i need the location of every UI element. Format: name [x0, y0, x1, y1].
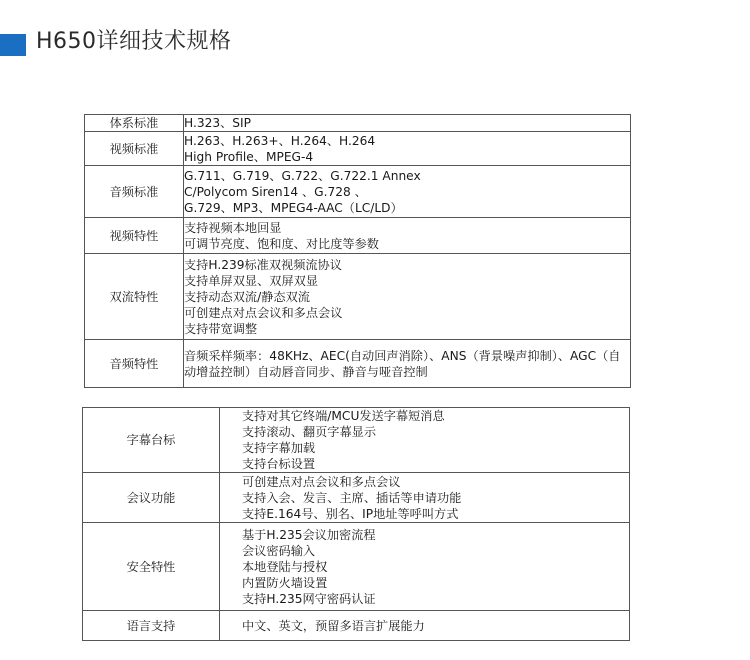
value-line: 本地登陆与授权 [242, 559, 328, 574]
row-value [184, 166, 631, 218]
value-line: High Profile、MPEG-4 [184, 149, 314, 164]
table-row [83, 473, 630, 523]
value-line: G.711、G.719、G.722、G.722.1 Annex [184, 168, 421, 183]
value-line: 支持带宽调整 [184, 321, 258, 336]
row-value [184, 254, 631, 340]
value-line: H.263、H.263+、H.264、H.264 [184, 133, 376, 148]
row-label: 音频特性 [85, 340, 184, 388]
value-line: 支持H.235网守密码认证 [242, 591, 376, 606]
value-line: 支持单屏双显、双屏双显 [184, 273, 319, 288]
value-line: 内置防火墙设置 [242, 575, 328, 590]
row-label: 音频标准 [85, 166, 184, 218]
row-value [184, 115, 631, 132]
value-line: 支持对其它终端/MCU发送字幕短消息 [242, 409, 445, 423]
table-row [85, 115, 631, 132]
table-row [83, 408, 630, 473]
page-title: H650详细技术规格 [36, 29, 232, 54]
value-line: H.323、SIP [184, 116, 251, 130]
row-label: 视频标准 [85, 132, 184, 166]
table-row [83, 523, 630, 611]
table-row [83, 611, 630, 641]
value-line: G.729、MP3、MPEG4-AAC（LC/LD） [184, 200, 403, 215]
row-label: 会议功能 [83, 473, 220, 523]
row-label: 语言支持 [83, 611, 220, 641]
value-line: 支持H.239标准双视频流协议 [184, 257, 342, 272]
value-line: C/Polycom Siren14 、G.728 、 [184, 184, 367, 199]
row-label: 双流特性 [85, 254, 184, 340]
value-line: 支持E.164号、别名、IP地址等呼叫方式 [242, 506, 459, 521]
value-line: 可创建点对点会议和多点会议 [242, 474, 401, 489]
value-line: 支持字幕加载 [242, 441, 316, 455]
value-line: 音频采样频率：48KHz、AEC(自动回声消除）、ANS（背景噪声抑制）、AGC（自动增益控制）自动唇音同步、静音与哑音控制 [184, 348, 621, 379]
value-line: 支持入会、发言、主席、插话等申请功能 [242, 490, 462, 505]
row-value [184, 218, 631, 254]
title-accent-bar [0, 34, 26, 56]
value-line: 可创建点对点会议和多点会议 [184, 305, 343, 320]
row-label: 安全特性 [83, 523, 220, 611]
row-value [220, 611, 630, 641]
value-line: 中文、英文，预留多语言扩展能力 [242, 618, 425, 633]
row-label: 体系标准 [85, 115, 184, 132]
row-value [220, 473, 630, 523]
value-line: 可调节亮度、饱和度、对比度等参数 [184, 236, 379, 251]
row-label: 字幕台标 [83, 408, 220, 473]
value-line: 基于H.235会议加密流程 [242, 527, 376, 542]
value-line: 支持台标设置 [242, 457, 316, 471]
page-header [0, 22, 750, 62]
table-row [85, 254, 631, 340]
row-value [220, 408, 630, 473]
table-row [85, 166, 631, 218]
row-value [184, 132, 631, 166]
row-value [220, 523, 630, 611]
value-line: 会议密码输入 [242, 543, 316, 558]
table-row [85, 218, 631, 254]
table-row [85, 340, 631, 388]
row-label: 视频特性 [85, 218, 184, 254]
table-row [85, 132, 631, 166]
spec-table-primary [84, 114, 631, 388]
value-line: 支持滚动、翻页字幕显示 [242, 425, 377, 439]
row-value [184, 340, 631, 388]
value-line: 支持动态双流/静态双流 [184, 289, 310, 304]
spec-table-secondary [82, 407, 630, 641]
value-line: 支持视频本地回显 [184, 220, 282, 235]
